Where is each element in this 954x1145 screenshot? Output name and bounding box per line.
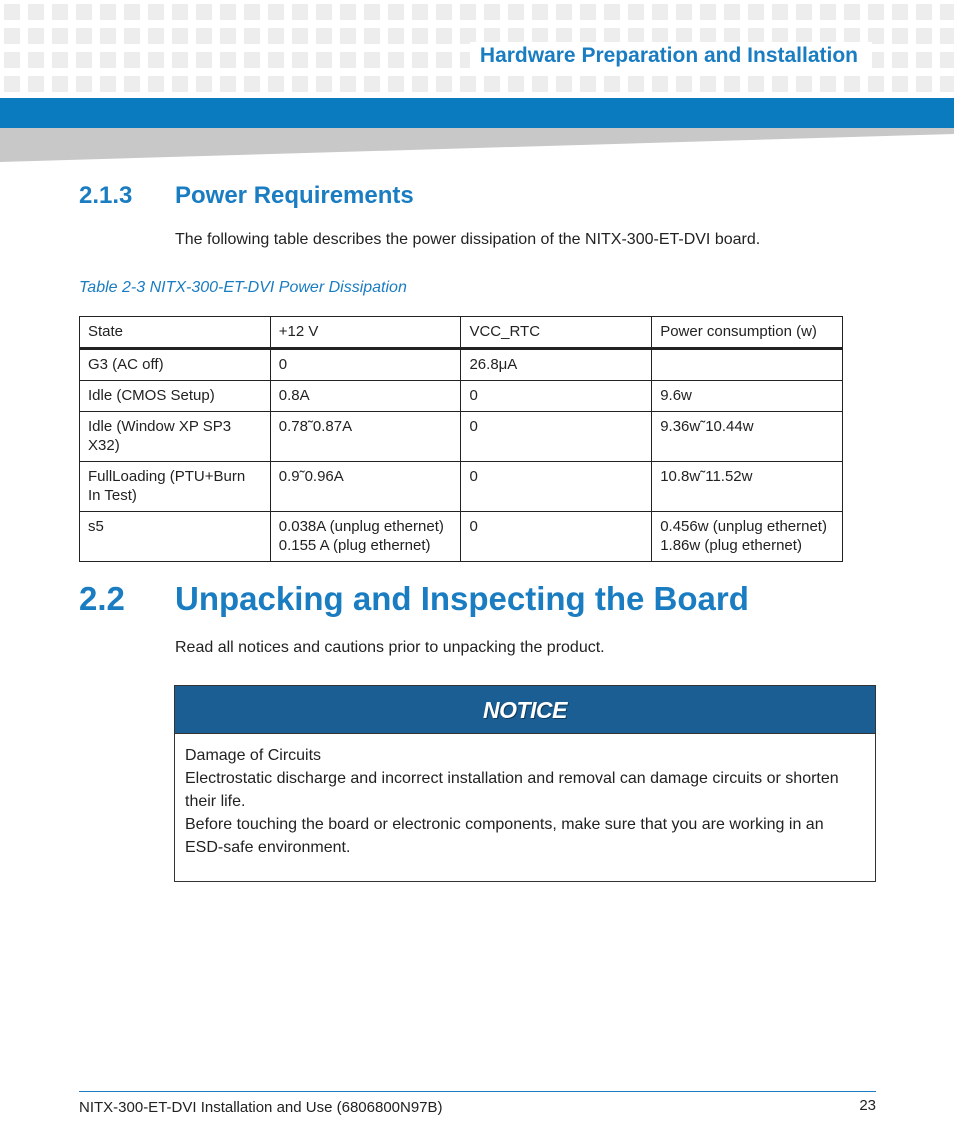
header-pattern-square	[676, 76, 692, 92]
header-pattern-square	[124, 4, 140, 20]
header-pattern-square	[28, 76, 44, 92]
header-pattern-square	[796, 76, 812, 92]
table-row	[80, 462, 843, 512]
header-pattern-square	[556, 76, 572, 92]
header-pattern-square	[292, 52, 308, 68]
footer-rule	[79, 1091, 876, 1092]
header-pattern-square	[196, 76, 212, 92]
table-header-cell: VCC_RTC	[461, 317, 652, 349]
header-pattern-square	[364, 76, 380, 92]
header-pattern-square	[364, 28, 380, 44]
table-cell: 10.8w˜11.52w	[652, 462, 843, 512]
section-intro: Read all notices and cautions prior to unpacking the product.	[175, 639, 605, 656]
header-pattern-square	[196, 4, 212, 20]
header-pattern-square	[340, 76, 356, 92]
header-pattern-square	[892, 76, 908, 92]
table-header-row	[80, 317, 843, 349]
header-pattern-square	[940, 76, 954, 92]
table-cell: 0.8A	[270, 381, 461, 412]
header-pattern-square	[916, 28, 932, 44]
table-cell: 0	[461, 412, 652, 462]
header-pattern-square	[484, 76, 500, 92]
table-row	[80, 512, 843, 562]
header-pattern-square	[292, 28, 308, 44]
table-cell: 0	[461, 381, 652, 412]
header-pattern-square	[4, 52, 20, 68]
header-pattern-square	[316, 28, 332, 44]
header-pattern-square	[364, 52, 380, 68]
header-pattern-square	[748, 76, 764, 92]
header-pattern-square	[436, 4, 452, 20]
header-pattern-square	[532, 4, 548, 20]
header-pattern-square	[28, 28, 44, 44]
header-pattern-square	[220, 4, 236, 20]
header-pattern-square	[412, 28, 428, 44]
table-cell: 0.038A (unplug ethernet) 0.155 A (plug ethernet)	[270, 512, 461, 562]
section-number: 2.2	[79, 580, 125, 617]
header-pattern-square	[916, 4, 932, 20]
table-cell: 0.456w (unplug ethernet) 1.86w (plug ethernet)	[652, 512, 843, 562]
header-pattern-square	[100, 28, 116, 44]
header-pattern-square	[388, 52, 404, 68]
power-dissipation-table	[79, 316, 843, 562]
header-pattern-square	[700, 4, 716, 20]
header-pattern-square	[268, 76, 284, 92]
header-pattern-square	[652, 4, 668, 20]
header-pattern-square	[388, 76, 404, 92]
header-pattern-square	[340, 4, 356, 20]
header-pattern-square	[172, 4, 188, 20]
header-pattern-square	[940, 4, 954, 20]
header-pattern-square	[340, 52, 356, 68]
header-pattern-square	[268, 52, 284, 68]
header-pattern-square	[76, 76, 92, 92]
header-pattern-square	[316, 76, 332, 92]
notice-header	[175, 686, 875, 734]
header-pattern-square	[196, 52, 212, 68]
table-row	[80, 412, 843, 462]
table-caption: Table 2-3 NITX-300-ET-DVI Power Dissipation	[79, 279, 407, 296]
table-cell: s5	[80, 512, 271, 562]
header-pattern-square	[772, 4, 788, 20]
header-pattern-square	[340, 28, 356, 44]
header-pattern-square	[148, 76, 164, 92]
header-pattern-square	[148, 52, 164, 68]
header-pattern-square	[436, 28, 452, 44]
header-pattern-square	[244, 28, 260, 44]
header-pattern-square	[484, 4, 500, 20]
header-pattern-square	[916, 52, 932, 68]
header-pattern-square	[604, 4, 620, 20]
section-intro: The following table describes the power dissipation of the NITX-300-ET-DVI board.	[175, 231, 761, 248]
header-pattern-square	[52, 28, 68, 44]
header-pattern-square	[868, 76, 884, 92]
notice-body	[175, 734, 875, 869]
header-pattern-square	[4, 4, 20, 20]
header-pattern-square	[124, 76, 140, 92]
table-cell: 9.6w	[652, 381, 843, 412]
header-pattern-square	[388, 28, 404, 44]
header-pattern-square	[652, 76, 668, 92]
header-pattern-square	[316, 52, 332, 68]
header-pattern-square	[124, 28, 140, 44]
table-cell: FullLoading (PTU+Burn In Test)	[80, 462, 271, 512]
header-pattern-square	[292, 4, 308, 20]
header-pattern-square	[172, 28, 188, 44]
header-pattern-square	[124, 52, 140, 68]
header-pattern-square	[52, 52, 68, 68]
header-pattern-square	[580, 4, 596, 20]
header-pattern-square	[820, 4, 836, 20]
header-pattern-square	[508, 4, 524, 20]
header-pattern-square	[508, 76, 524, 92]
header-pattern-square	[748, 4, 764, 20]
table-header-cell: +12 V	[270, 317, 461, 349]
header-pattern-square	[268, 4, 284, 20]
header-pattern-square	[28, 52, 44, 68]
section-title: Unpacking and Inspecting the Board	[175, 580, 749, 617]
section-title: Power Requirements	[175, 182, 414, 209]
header-pattern-square	[292, 76, 308, 92]
header-pattern-square	[220, 52, 236, 68]
table-cell: 0.78˜0.87A	[270, 412, 461, 462]
table-cell: 9.36w˜10.44w	[652, 412, 843, 462]
header-pattern-square	[820, 76, 836, 92]
header-pattern-square	[4, 28, 20, 44]
header-pattern-square	[28, 4, 44, 20]
notice-title: Damage of Circuits	[185, 747, 322, 764]
header-pattern-square	[100, 76, 116, 92]
header-pattern-square	[76, 4, 92, 20]
header-pattern-square	[412, 52, 428, 68]
section-heading-2-2	[79, 580, 749, 618]
header-pattern-square	[556, 4, 572, 20]
table-cell	[652, 349, 843, 381]
table-cell: Idle (CMOS Setup)	[80, 381, 271, 412]
header-pattern-square	[52, 4, 68, 20]
header-pattern-square	[796, 4, 812, 20]
header-pattern-square	[100, 4, 116, 20]
header-pattern-square	[196, 28, 212, 44]
header-pattern-square	[892, 28, 908, 44]
table-header-cell: State	[80, 317, 271, 349]
header-pattern-square	[460, 76, 476, 92]
table-cell: 26.8μA	[461, 349, 652, 381]
header-pattern-square	[724, 4, 740, 20]
running-header-title: Hardware Preparation and Installation	[470, 42, 872, 70]
header-blue-bar	[0, 98, 954, 128]
header-pattern-square	[772, 76, 788, 92]
table-cell: 0	[461, 462, 652, 512]
header-pattern-square	[4, 76, 20, 92]
header-pattern-square	[220, 28, 236, 44]
footer-doc-title: NITX-300-ET-DVI Installation and Use (6806800N97B)	[79, 1099, 443, 1116]
header-pattern-square	[244, 76, 260, 92]
header-pattern-square	[412, 4, 428, 20]
header-pattern-square	[436, 76, 452, 92]
header-pattern-square	[628, 76, 644, 92]
header-pattern-square	[892, 52, 908, 68]
header-pattern-square	[436, 52, 452, 68]
header-pattern-square	[700, 76, 716, 92]
header-pattern-square	[724, 76, 740, 92]
header-pattern-square	[532, 76, 548, 92]
table-cell: 0	[270, 349, 461, 381]
header-pattern-square	[244, 4, 260, 20]
header-pattern-square	[100, 52, 116, 68]
header-pattern-square	[148, 28, 164, 44]
header-pattern-square	[76, 52, 92, 68]
header-pattern-square	[76, 28, 92, 44]
header-pattern-square	[172, 52, 188, 68]
notice-text: Before touching the board or electronic components, make sure that you are working in an ESD-safe environment.	[185, 816, 824, 856]
header-pattern-square	[220, 76, 236, 92]
header-pattern-square	[268, 28, 284, 44]
notice-box	[174, 685, 876, 882]
header-pattern-square	[364, 4, 380, 20]
header-pattern-square	[868, 4, 884, 20]
table-cell: 0	[461, 512, 652, 562]
header-pattern-square	[580, 76, 596, 92]
table-row	[80, 349, 843, 381]
header-pattern-square	[916, 76, 932, 92]
header-pattern-square	[172, 76, 188, 92]
header-pattern-square	[628, 4, 644, 20]
header-pattern-square	[388, 4, 404, 20]
table-cell: G3 (AC off)	[80, 349, 271, 381]
header-pattern-square	[844, 76, 860, 92]
header-pattern-square	[844, 4, 860, 20]
header-pattern-square	[148, 4, 164, 20]
header-pattern-square	[940, 28, 954, 44]
section-number: 2.1.3	[79, 182, 133, 209]
table-header-cell: Power consumption (w)	[652, 317, 843, 349]
header-pattern-square	[604, 76, 620, 92]
header-pattern-square	[940, 52, 954, 68]
header-pattern-square	[52, 76, 68, 92]
header-pattern-square	[676, 4, 692, 20]
header-pattern-square	[244, 52, 260, 68]
header-pattern-square	[892, 4, 908, 20]
header-pattern-square	[460, 4, 476, 20]
header-gray-wedge	[0, 128, 954, 164]
table-cell: 0.9˜0.96A	[270, 462, 461, 512]
notice-label: NOTICE	[483, 697, 567, 723]
table-row	[80, 381, 843, 412]
header-pattern-square	[412, 76, 428, 92]
header-pattern-square	[316, 4, 332, 20]
page-number: 23	[859, 1097, 876, 1114]
notice-text: Electrostatic discharge and incorrect installation and removal can damage circuits or shorten their life.	[185, 770, 839, 810]
section-heading-2-1-3	[79, 182, 414, 210]
table-cell: Idle (Window XP SP3 X32)	[80, 412, 271, 462]
